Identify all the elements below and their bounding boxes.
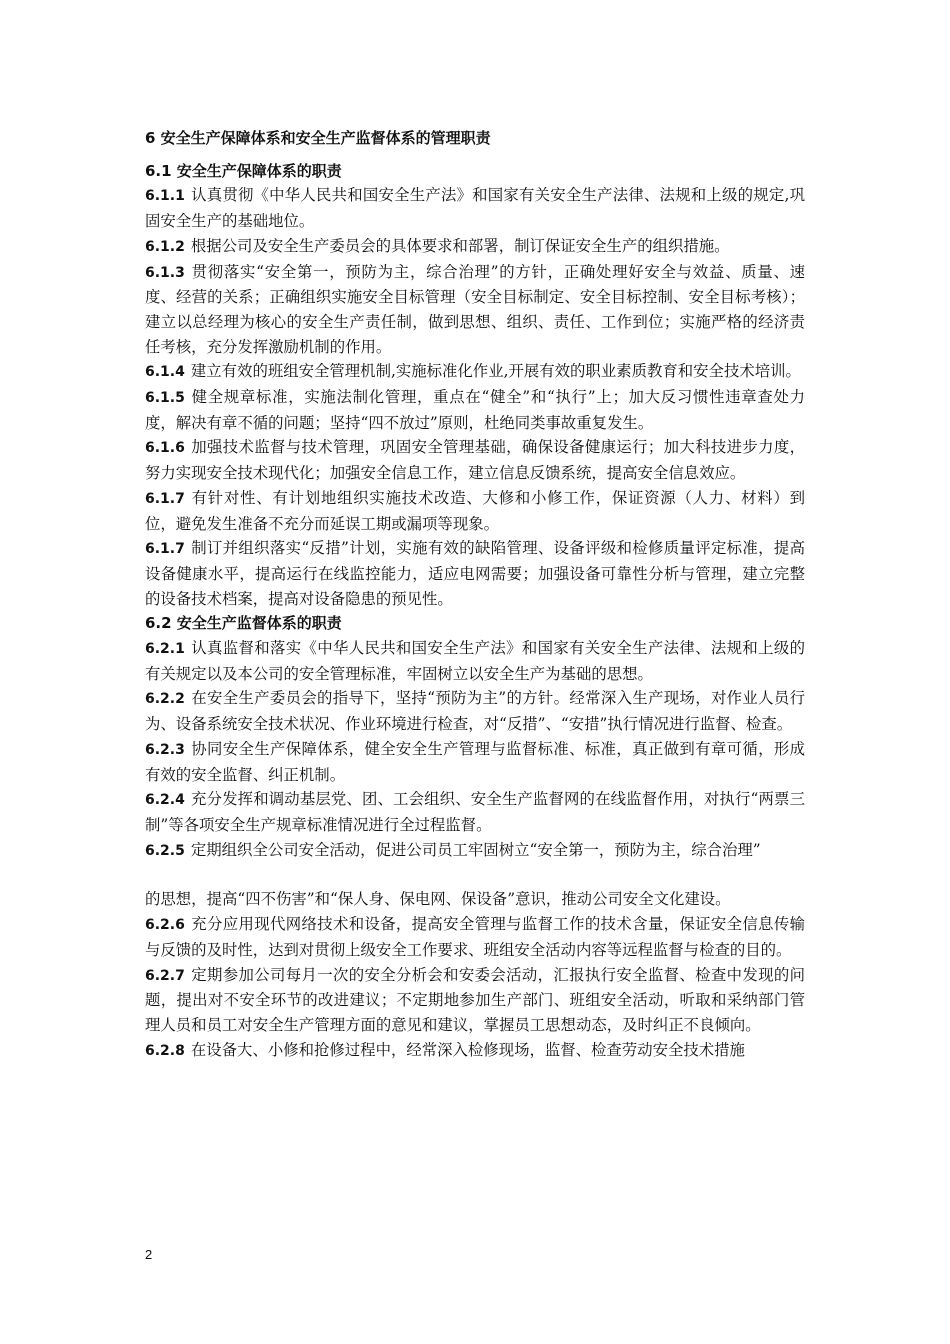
clause-text: 协同安全生产保障体系，健全安全生产管理与监督标准、标准，真正做到有章可循，形成有效的安全监督、纠正机制。 — [145, 739, 805, 784]
clause-6-1-3 — [145, 260, 805, 360]
clause-6-2-7 — [145, 963, 805, 1038]
clause-continuation: 的思想，提高“四不伤害”和“保人身、保电网、保设备”意识，推动公司安全文化建设。 — [145, 890, 731, 909]
clause-text: 认真贯彻《中华人民共和国安全生产法》和国家有关安全生产法律、法规和上级的规定,巩固安全生产的基础地位。 — [145, 186, 805, 231]
clause-6-1-2 — [145, 234, 805, 260]
clause-6-2-4 — [145, 787, 805, 837]
clause-text: 定期组织全公司安全活动，促进公司员工牢固树立“安全第一，预防为主，综合治理” — [190, 840, 761, 859]
section-title: 6 安全生产保障体系和安全生产监督体系的管理职责 — [145, 129, 491, 147]
clause-6-2-5 — [145, 838, 805, 864]
clause-text: 建立有效的班组安全管理机制,实施标准化作业,开展有效的职业素质教育和安全技术培训。 — [190, 362, 801, 381]
clause-6-1-1 — [145, 183, 805, 233]
page-number: 2 — [145, 1247, 153, 1262]
clause-text: 充分应用现代网络技术和设备，提高安全管理与监督工作的技术含量，保证安全信息传输与反馈的及时性，达到对贯彻上级安全工作要求、班组安全活动内容等远程监督与检查的目的。 — [145, 915, 805, 959]
clause-6-1-7-b — [145, 536, 805, 611]
clause-6-2-8 — [145, 1038, 805, 1064]
clause-number: 6.1.5 — [145, 390, 185, 407]
clause-text: 贯彻落实“安全第一，预防为主，综合治理”的方针，正确处理好安全与效益、质量、速度、经营的关系；正确组织实施安全目标管理（安全目标制定、安全目标控制、安全目标考核）；建立以总经理为核心的安全生产责任制，做到思想、组织、责任、工作到位；实施严格的经济责任考核，充分发挥激励机制的作用。 — [145, 262, 805, 356]
clause-number: 6.2.2 — [145, 691, 185, 708]
clause-6-1-6 — [145, 435, 805, 485]
subsection-title-6-2: 6.2 安全生产监督体系的职责 — [145, 614, 342, 633]
clause-text: 定期参加公司每月一次的安全分析会和安委会活动，汇报执行安全监督、检查中发现的问题，提出对不安全环节的改进建议；不定期地参加生产部门、班组安全活动，听取和采纳部门管理人员和员工对安全生产管理方面的意见和建议，掌握员工思想动态，及时纠正不良倾向。 — [145, 965, 805, 1034]
clause-number: 6.2.7 — [145, 967, 185, 984]
clause-number: 6.1.4 — [145, 364, 185, 381]
clause-text: 加强技术监督与技术管理，巩固安全管理基础，确保设备健康运行；加大科技进步力度，努力实现安全技术现代化；加强安全信息工作，建立信息反馈系统，提高安全信息效应。 — [145, 438, 805, 483]
clause-6-1-5 — [145, 385, 805, 435]
clause-number: 6.1.2 — [145, 238, 185, 255]
clause-text: 健全规章标准，实施法制化管理，重点在“健全”和“执行”上；加大反习惯性违章查处力度，解决有章不循的问题；坚持“四不放过”原则，杜绝同类事故重复发生。 — [145, 388, 805, 432]
clause-number: 6.1.6 — [145, 440, 185, 457]
clause-6-1-7 — [145, 486, 805, 536]
clause-number: 6.2.3 — [145, 741, 185, 758]
clause-number: 6.1.7 — [145, 490, 185, 507]
clause-6-2-3 — [145, 737, 805, 787]
clause-number: 6.2.6 — [145, 917, 185, 934]
clause-text: 在安全生产委员会的指导下，坚持“预防为主”的方针。经常深入生产现场，对作业人员行为、设备系统安全技术状况、作业环境进行检查，对“反措”、“安措”执行情况进行监督、检查。 — [145, 689, 805, 734]
clause-number: 6.2.4 — [145, 792, 185, 809]
clause-text: 根据公司及安全生产委员会的具体要求和部署，制订保证安全生产的组织措施。 — [190, 236, 730, 255]
subsection-title-6-1: 6.1 安全生产保障体系的职责 — [145, 161, 342, 180]
clause-number: 6.1.1 — [145, 188, 185, 205]
clause-text: 有针对性、有计划地组织实施技术改造、大修和小修工作，保证资源（人力、材料）到位，避免发生准备不充分而延误工期或漏项等现象。 — [145, 488, 805, 533]
clause-number: 6.2.5 — [145, 842, 185, 859]
clause-6-1-4 — [145, 359, 805, 385]
clause-text: 充分发挥和调动基层党、团、工会组织、安全生产监督网的在线监督作用，对执行“两票三制”等各项安全生产规章标准情况进行全过程监督。 — [145, 790, 805, 834]
clause-6-2-2 — [145, 686, 805, 736]
clause-6-2-6 — [145, 912, 805, 962]
clause-6-2-1 — [145, 636, 805, 686]
paragraph-gap — [145, 863, 805, 887]
document-body — [145, 126, 805, 1063]
clause-number: 6.1.3 — [145, 264, 185, 281]
clause-text: 在设备大、小修和抢修过程中，经常深入检修现场，监督、检查劳动安全技术措施 — [190, 1040, 745, 1059]
clause-number: 6.2.1 — [145, 641, 185, 658]
clause-number: 6.1.7 — [145, 541, 185, 558]
clause-text: 认真监督和落实《中华人民共和国安全生产法》和国家有关安全生产法律、法规和上级的有关规定以及本公司的安全管理标准，牢固树立以安全生产为基础的思想。 — [145, 639, 805, 683]
clause-number: 6.2.8 — [145, 1042, 185, 1059]
clause-text: 制订并组织落实“反措”计划，实施有效的缺陷管理、设备评级和检修质量评定标准，提高设备健康水平，提高运行在线监控能力，适应电网需要；加强设备可靠性分析与管理，建立完整的设备技术档案，提高对设备隐患的预见性。 — [145, 539, 805, 608]
